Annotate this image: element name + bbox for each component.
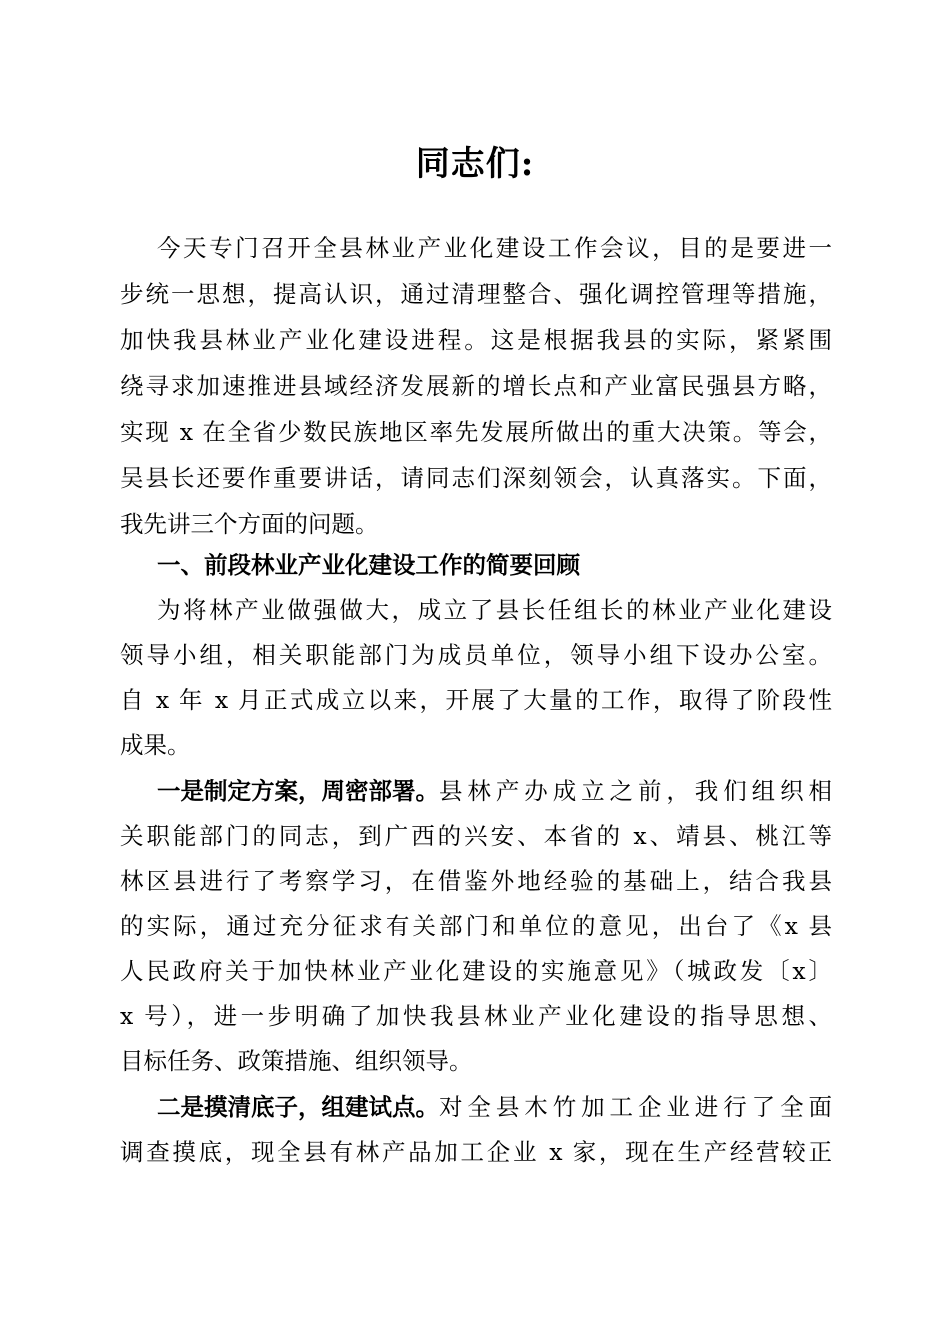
text-line: 我先讲三个方面的问题。 — [120, 510, 379, 538]
text-line: 加快我县林业产业化建设进程。这是根据我县的实际，紧紧围 — [120, 326, 832, 354]
text-line: 实现 x 在全省少数民族地区率先发展所做出的重大决策。等会， — [120, 418, 832, 446]
lead-phrase: 一是制定方案，周密部署。 — [157, 777, 439, 805]
text-line: 吴县长还要作重要讲话，请同志们深刻领会，认真落实。下面， — [120, 464, 832, 492]
text-line: 目标任务、政策措施、组织领导。 — [120, 1047, 473, 1075]
text-line: 成果。 — [120, 731, 191, 759]
text-fragment: 对全县木竹加工企业进行了全面 — [439, 1093, 832, 1121]
text-line: 步统一思想，提高认识，通过清理整合、强化调控管理等措施， — [120, 280, 832, 308]
lead-phrase: 二是摸清底子，组建试点。 — [157, 1093, 439, 1121]
document-title: 同志们: — [415, 144, 535, 184]
text-line: 关职能部门的同志，到广西的兴安、本省的 x、靖县、桃江等 — [120, 822, 832, 850]
text-line: 调查摸底，现全县有林产品加工企业 x 家，现在生产经营较正 — [120, 1138, 832, 1166]
text-line: 今天专门召开全县林业产业化建设工作会议，目的是要进一 — [157, 234, 832, 262]
text-line: 领导小组，相关职能部门为成员单位，领导小组下设办公室。 — [120, 641, 832, 669]
text-line — [157, 1092, 832, 1122]
text-line: 为将林产业做强做大，成立了县长任组长的林业产业化建设 — [157, 596, 832, 624]
text-line: 绕寻求加速推进县域经济发展新的增长点和产业富民强县方略， — [120, 372, 832, 400]
text-line: 自 x 年 x 月正式成立以来，开展了大量的工作，取得了阶段性 — [120, 686, 832, 714]
text-line — [157, 776, 832, 806]
section-heading: 一、前段林业产业化建设工作的简要回顾 — [157, 551, 580, 579]
text-line: 的实际，通过充分征求有关部门和单位的意见，出台了《x 县 — [120, 912, 832, 940]
text-line: x 号），进一步明确了加快我县林业产业化建设的指导思想、 — [120, 1002, 832, 1030]
text-line: 林区县进行了考察学习，在借鉴外地经验的基础上，结合我县 — [120, 867, 832, 895]
text-fragment: 县林产办成立之前，我们组织相 — [439, 777, 832, 805]
text-line: 人民政府关于加快林业产业化建设的实施意见》（城政发〔x〕 — [120, 957, 832, 985]
